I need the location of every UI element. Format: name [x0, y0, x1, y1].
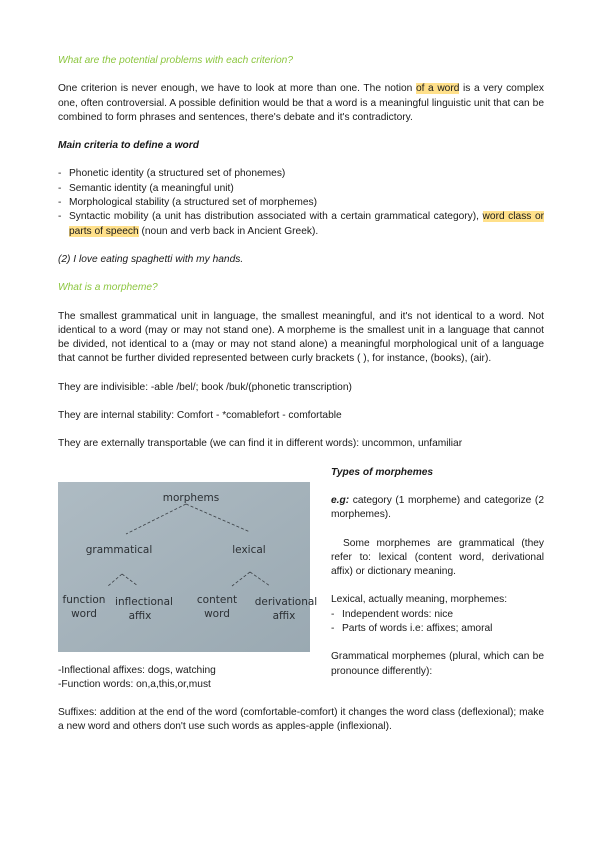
criteria-item: - Semantic identity (a meaningful unit): [58, 182, 544, 196]
question-heading-morpheme: What is a morpheme?: [58, 282, 158, 294]
diagram-inflectional-label: inflectional: [115, 595, 173, 608]
lexical-item: - Independent words: nice: [331, 608, 544, 622]
diagram-derivational-affix-label: affix: [272, 609, 296, 622]
morpheme-tree-diagram: [58, 482, 318, 652]
highlight-word-class: word class or parts of speech: [69, 211, 545, 237]
inflectional-affixes-line: -Inflectional affixes: dogs, watching: [58, 664, 216, 676]
diagram-grammatical-label: grammatical: [85, 543, 153, 556]
intro-text-1: One criterion is never enough, we have to look at more than one. The notion: [58, 83, 416, 95]
diagram-background: [58, 482, 310, 652]
eg-text: category (1 morpheme) and categorize (2 morphemes).: [331, 494, 544, 521]
diagram-content-word-label: word: [204, 607, 230, 620]
intro-text-2: is a very complex one, often controversial. A possible definition would be that a word is a meaningful linguistic unit that can be combined to form phrases and sentences, there's debate and it's contradictory.: [58, 83, 545, 123]
function-words-line: -Function words: on,a,this,or,must: [58, 678, 211, 690]
types-title: Types of morphemes: [331, 466, 434, 478]
two-column-section: [58, 466, 544, 706]
criteria-item-text-end: (noun and verb back in Ancient Greek).: [138, 225, 319, 237]
highlight-of-a-word: of a word: [415, 83, 460, 95]
internal-stability-line: They are internal stability: Comfort - *comablefort - comfortable: [58, 410, 342, 422]
eg-label: e.g:: [331, 494, 350, 506]
diagram-function-label: function: [62, 593, 106, 606]
types-of-morphemes-column: [331, 466, 544, 679]
external-line: They are externally transportable (we can find it in different words): uncommon, unfamiliar: [58, 438, 463, 450]
diagram-function-word-label: word: [71, 607, 97, 620]
criteria-item: [58, 210, 544, 239]
document-page: [58, 54, 544, 734]
question-heading-criteria: What are the potential problems with each criterion?: [58, 55, 293, 66]
diagram-derivational-label: derivational: [254, 595, 318, 608]
intro-paragraph: [58, 82, 544, 125]
diagram-inflectional-affix-label: affix: [128, 609, 152, 622]
criteria-item: - Morphological stability (a structured set of morphemes): [58, 196, 544, 210]
lexical-item: - Parts of words i.e: affixes; amoral: [331, 622, 544, 636]
diagram-content-label: content: [196, 593, 238, 606]
diagram-lexical-label: lexical: [232, 543, 266, 556]
criteria-item-text: Syntactic mobility (a unit has distribution associated with a certain grammatical category),: [69, 211, 483, 223]
types-example: [331, 494, 544, 523]
criteria-item: - Phonetic identity (a structured set of phonemes): [58, 167, 544, 181]
criteria-title: Main criteria to define a word: [58, 140, 199, 152]
morpheme-diagram-photo: [58, 482, 318, 652]
example-sentence: (2) I love eating spaghetti with my hands.: [58, 253, 244, 265]
grammatical-note: Some morphemes are grammatical (they refer to: lexical (content word, derivational affix) or dictionary meaning.: [331, 537, 544, 578]
suffixes-paragraph: Suffixes: addition at the end of the word (comfortable-comfort) it changes the word class (deflexional); make a new word and others don't use such words as apples-apple (inflexional).: [58, 706, 544, 732]
diagram-root-label: morphems: [162, 491, 220, 504]
lexical-list: [331, 608, 544, 637]
lexical-intro: Lexical, actually meaning, morphemes:: [331, 594, 508, 606]
grammatical-morphemes-line: Grammatical morphemes (plural, which can be pronounce differently):: [331, 651, 544, 677]
morpheme-definition: The smallest grammatical unit in language, the smallest meaningful, and it's not identical to a word. Not identical to a word (may or may not stand one). A morpheme is the smallest unit in a language that cannot be divided, not identical to a (may or may not stand alone) a meaningful morphological unit of a language that cannot be further divided represented between curly brackets ( ), for instance, (books), (air).: [58, 310, 544, 365]
criteria-list: [58, 167, 544, 238]
affix-examples: [58, 664, 318, 693]
indivisible-line: They are indivisible: -able /bel/; book /buk/(phonetic transcription): [58, 381, 352, 393]
